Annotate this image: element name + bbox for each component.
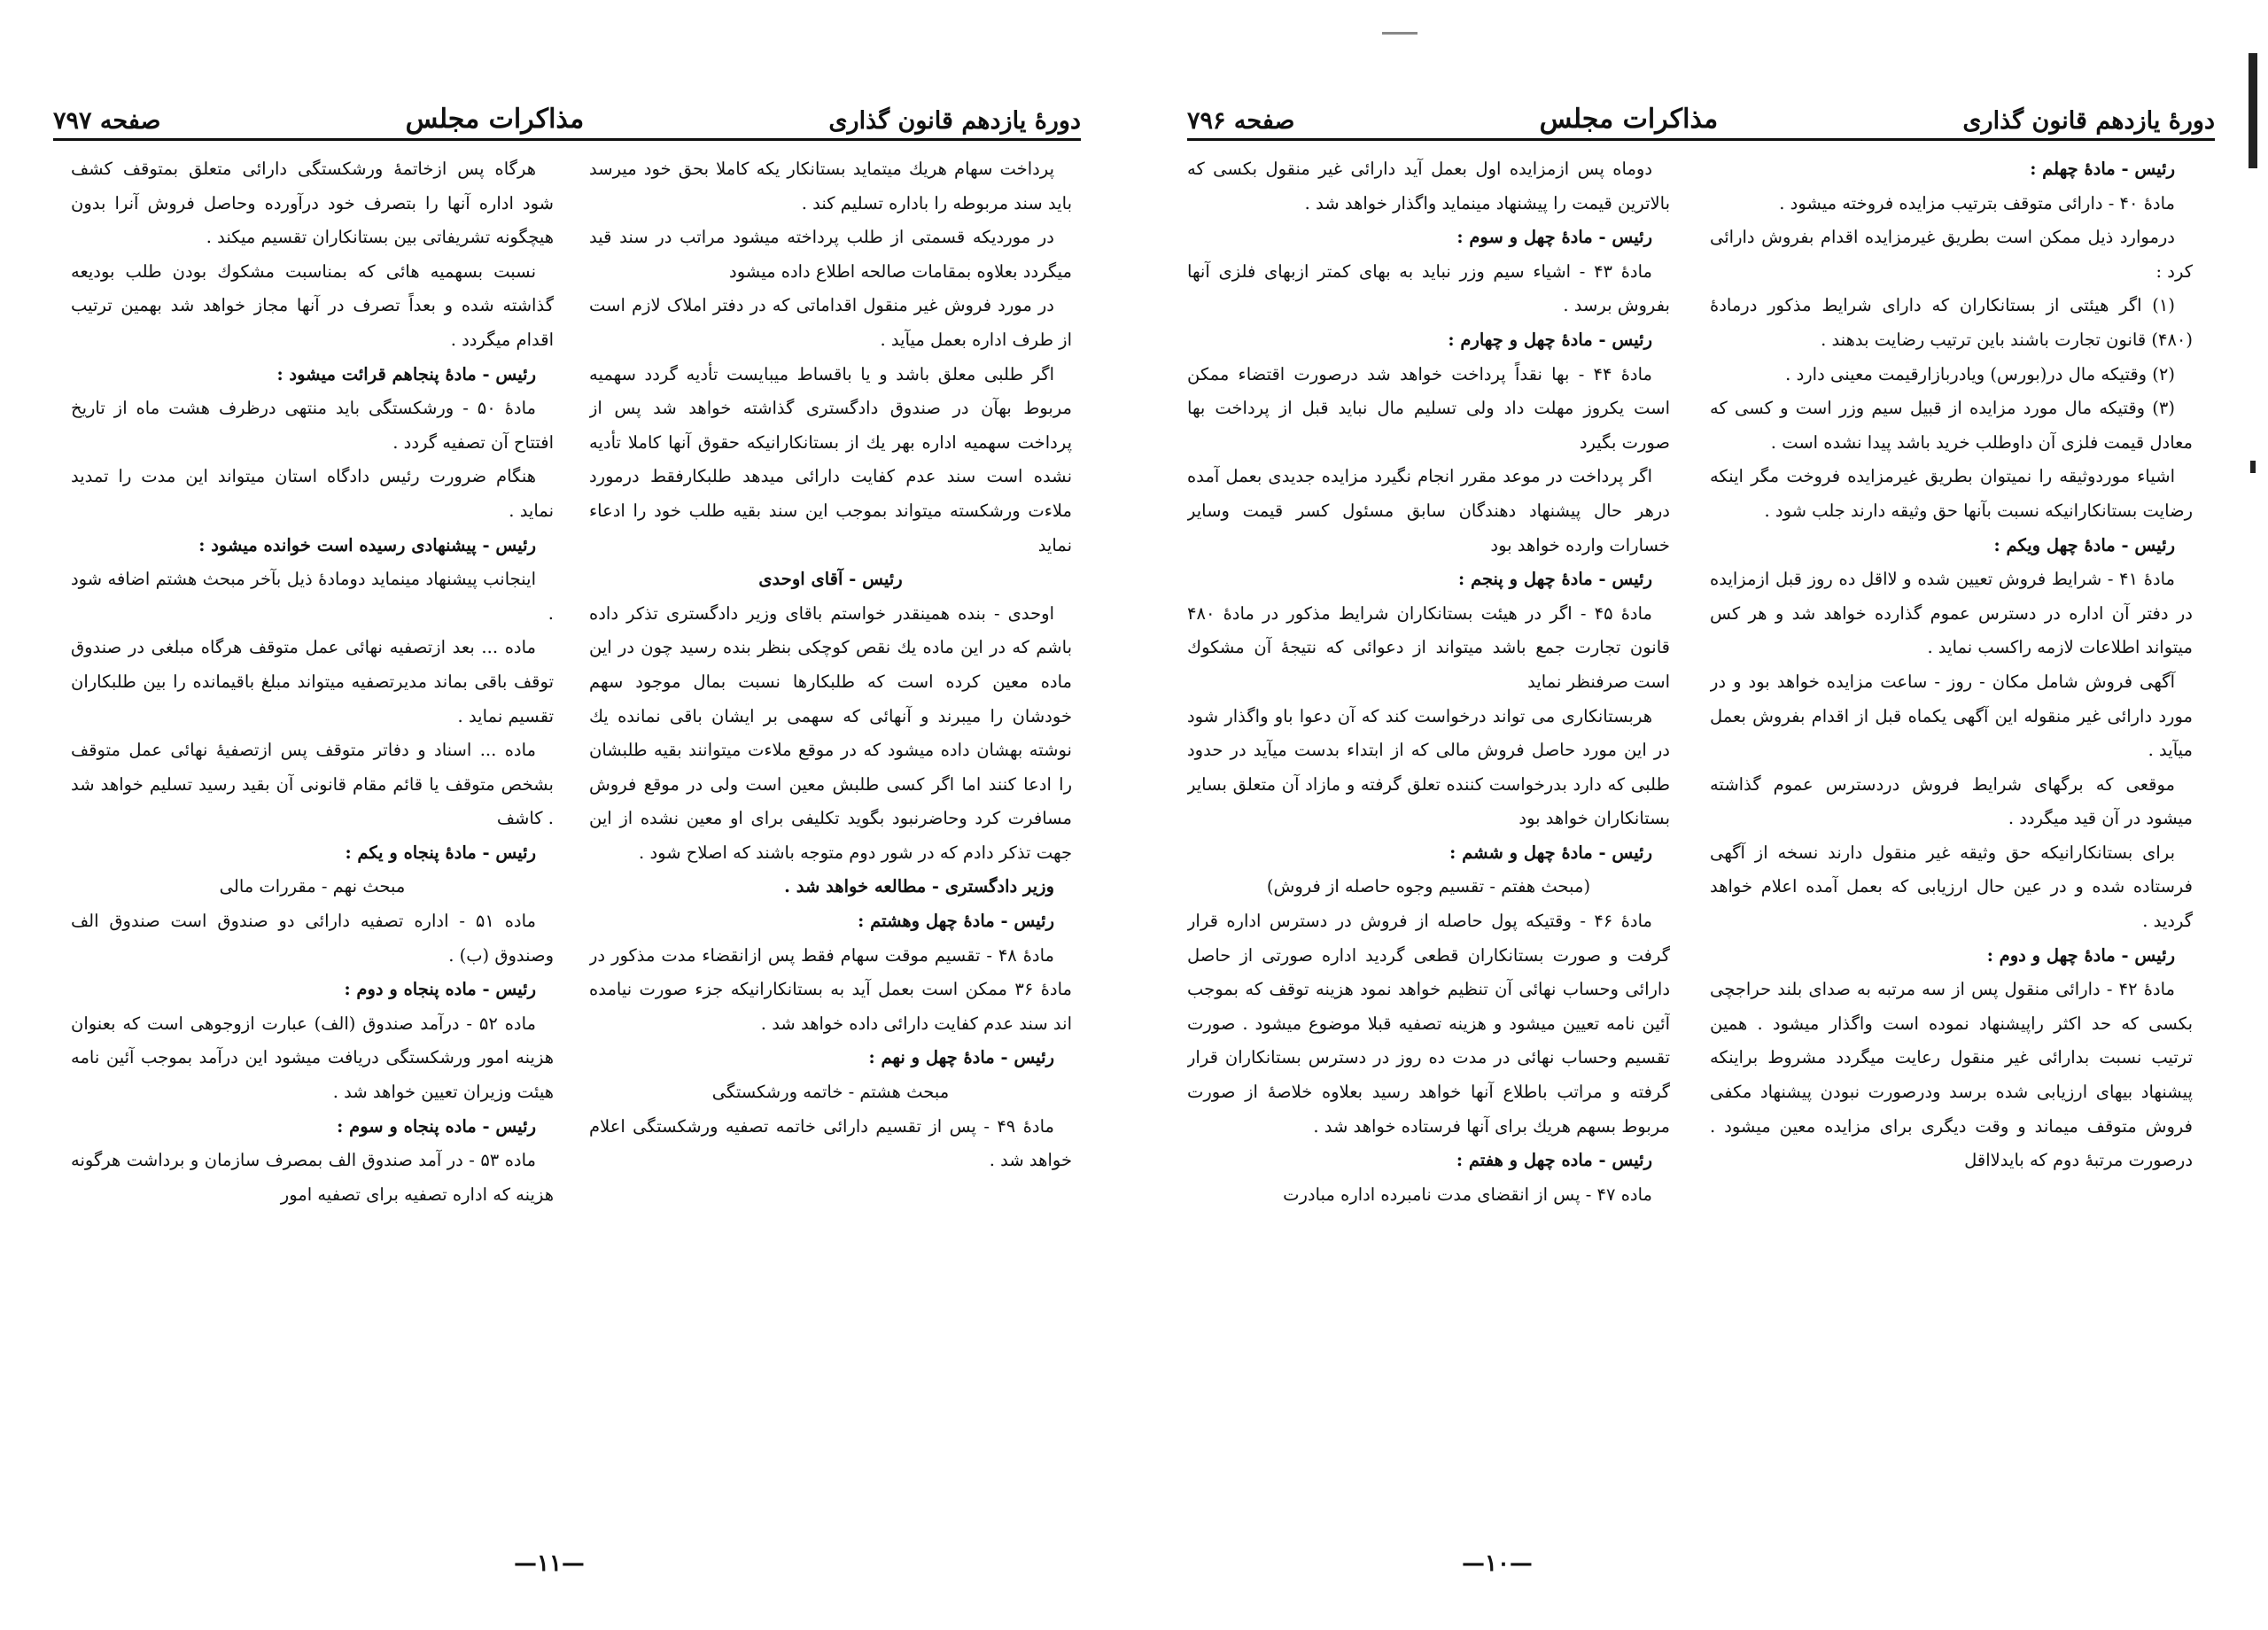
paragraph: ماده ... بعد ازتصفیه نهائی عمل متوقف هرگاه مبلغی در صندوق توقف باقی بماند مدیرتصفیه میتواند مبلغ باقیمانده را بین طلبکاران تقسیم نماید . bbox=[71, 637, 554, 726]
paragraph: آگهی فروش شامل مکان - روز - ساعت مزایده خواهد بود و در مورد دارائی غیر منقوله این آگهی یکماه قبل از اقدام بفروش بعمل میآید . bbox=[1710, 671, 2193, 761]
paragraph: ماده ۴۷ - پس از انقضای مدت نامبرده اداره مبادرت bbox=[1283, 1184, 1652, 1205]
scan-mark bbox=[2250, 461, 2256, 473]
paragraph: در مورد فروش غیر منقول اقداماتی که در دفتر املاک لازم است از طرف اداره بعمل میآید . bbox=[589, 295, 1072, 350]
text-column-right bbox=[589, 152, 1072, 1543]
scan-mark bbox=[2249, 53, 2257, 168]
page-header bbox=[53, 82, 1081, 135]
header-page-number: صفحه ۷۹۷ bbox=[53, 107, 161, 135]
paragraph: اینجانب پیشنهاد مینماید دومادهٔ ذیل بآخر مبحث هشتم اضافه شود . bbox=[71, 569, 554, 624]
page-796 bbox=[1134, 0, 2268, 1630]
paragraph: ماده ۵۱ - اداره تصفیه دارائی دو صندوق است صندوق الف وصندوق (ب) . bbox=[71, 911, 554, 966]
paragraph: هنگام ضرورت رئیس دادگاه استان میتواند این مدت را تمدید نماید . bbox=[71, 466, 554, 521]
paragraph: اشیاء موردوثیقه را نمیتوان بطریق غیرمزایده فروخت مگر اینکه رضایت بستانکارانیکه نسبت بآنها حق وثیقه دارند جلب شود . bbox=[1710, 466, 2193, 521]
paragraph: هربستانکاری می تواند درخواست کند که آن دعوا باو واگذار شود در این مورد حاصل فروش مالی که از ابتداء بدست میآید در حدود طلبی که دارد بدرخواست کننده تعلق گرفته و مازاد آن متعلق بسایر بستانکاران خواهد بود bbox=[1187, 705, 1670, 829]
header-title: مذاکرات مجلس bbox=[1539, 104, 1719, 135]
text-column-left bbox=[71, 152, 554, 1543]
speaker-line: رئیس - مادهٔ چهل و پنجم : bbox=[1457, 569, 1652, 590]
paragraph: مادهٔ ۴۸ - تقسیم موقت سهام فقط پس ازانقضاء مدت مذکور در مادهٔ ۳۶ ممکن است بعمل آید به بستانکارانیکه جزء صورت نیامده اند سند عدم کفایت دارائی داده خواهد شد . bbox=[589, 944, 1072, 1034]
header-title: مذاکرات مجلس bbox=[405, 104, 585, 135]
paragraph: نسبت بسهمیه هائی که بمناسبت مشکوك بودن طلب بودیعه گذاشته شده و بعداً تصرف در آنها مجاز خواهد شد بهمین ترتیب اقدام میگردد . bbox=[71, 260, 554, 350]
speaker-line: رئیس - مادهٔ چهل و چهارم : bbox=[1448, 329, 1652, 350]
speaker-line: رئیس - پیشنهادی رسیده است خوانده میشود : bbox=[198, 534, 536, 555]
speaker-line: رئیس - مادهٔ چهل و سوم : bbox=[1456, 227, 1652, 248]
speaker-line: رئیس - مادهٔ پنجاهم قرائت میشود : bbox=[276, 363, 536, 384]
page-header bbox=[1187, 82, 2215, 135]
paragraph: مادهٔ ۴۶ - وقتیکه پول حاصله از فروش در دسترس اداره قرار گرفت و صورت بستانکاران قطعی گردید اداره صورتی از حاصل دارائی وحساب نهائی آن تنظیم خواهد نمود هزینه توقف که بموجب آئین نامه تعیین میشود و هزینه تصفیه قبلا موضوع میشود . صورت تقسیم وحساب نهائی در مدت ده روز در دسترس بستانکاران قرار گرفته و مراتب باطلاع آنها خواهد رسید بعلاوه خلاصهٔ از صورت مربوط بسهم هریك برای آنها فرستاده خواهد شد . bbox=[1187, 911, 1670, 1137]
header-rule bbox=[53, 138, 1081, 141]
paragraph: مبحث هشتم - خاتمه ورشکستگی bbox=[711, 1082, 950, 1103]
paragraph: (مبحث هفتم - تقسیم وجوه حاصله از فروش) bbox=[1266, 876, 1591, 897]
paragraph: ماده ... اسناد و دفاتر متوقف پس ازتصفیهٔ نهائی عمل متوقف بشخص متوقف یا قائم مقام قانونی آن بقید رسید تسلیم خواهد شد . کاشف bbox=[71, 740, 554, 829]
speaker-line: رئیس - ماده چهل و هفتم : bbox=[1456, 1150, 1652, 1171]
speaker-line: رئیس - مادهٔ چهلم : bbox=[2030, 159, 2175, 179]
speaker-line: رئیس - ماده پنجاه و سوم : bbox=[337, 1115, 536, 1137]
header-series: دورهٔ یازدهم قانون گذاری bbox=[828, 107, 1081, 135]
text-column-left bbox=[1187, 152, 1670, 1543]
speaker-line: رئیس - مادهٔ پنجاه و یکم : bbox=[345, 842, 536, 863]
paragraph: موقعی که برگهای شرایط فروش دردسترس عموم گذاشته میشود در آن قید میگردد . bbox=[1710, 773, 2193, 829]
paragraph: مادهٔ ۴۱ - شرایط فروش تعیین شده و لااقل ده روز قبل ازمزایده در دفتر آن اداره در دسترس عموم گذارده خواهد شد و هر کس میتواند اطلاعات لازمه راکسب نماید . bbox=[1710, 569, 2193, 658]
paragraph: در موردیکه قسمتی از طلب پرداخته میشود مراتب در سند قید میگردد بعلاوه بمقامات صالحه اطلاع داده میشود bbox=[589, 227, 1072, 282]
speaker-line: رئیس - مادهٔ چهل ویکم : bbox=[1993, 534, 2175, 555]
paragraph: مادهٔ ۴۰ - دارائی متوقف بترتیب مزایده فروخته میشود . bbox=[1779, 192, 2175, 213]
paragraph: مادهٔ ۴۵ - اگر در هیئت بستانکاران شرایط مذکور در مادهٔ ۴۸۰ قانون تجارت جمع باشد میتواند از دعوائی که نتیجهٔ آن مشکوك است صرفنظر نماید bbox=[1187, 602, 1670, 692]
header-series: دورهٔ یازدهم قانون گذاری bbox=[1962, 107, 2215, 135]
text-column-right bbox=[1710, 152, 2193, 1543]
paragraph: ماده ۵۲ - درآمد صندوق (الف) عبارت ازوجوهی است که بعنوان هزینه امور ورشکستگی دریافت میشود این درآمد بموجب آئین نامه هیئت وزیران تعیین خواهد شد . bbox=[71, 1013, 554, 1103]
speaker-line: رئیس - مادهٔ چهل وهشتم : bbox=[858, 911, 1054, 932]
header-rule bbox=[1187, 138, 2215, 141]
paragraph: ماده ۵۳ - در آمد صندوق الف بمصرف سازمان و برداشت هرگونه هزینه که اداره تصفیه برای تصفیه امور bbox=[71, 1150, 554, 1205]
paragraph: (۳) وقتیکه مال مورد مزایده از قبیل سیم وزر است و کسی که معادل قیمت فلزی آن داوطلب خرید باشد پیدا نشده است . bbox=[1710, 398, 2193, 453]
paragraph: درموارد ذیل ممکن است بطریق غیرمزایده اقدام بفروش دارائی کرد : bbox=[1710, 227, 2193, 282]
paragraph: اوحدی - بنده همینقدر خواستم باقای وزیر دادگستری تذکر داده باشم که در این ماده یك نقص کوچکی بنظر بنده رسید چون در این ماده معین کرده است که طلبکارها نسبت بمال موجود سهم خودشان را میبرند و آنهائی که سهمی بر ایشان باقی نمانده یك نوشته بهشان داده میشود که در موقع ملاءت میتوانند بقیه طلبشان را ادعا کنند اما اگر کسی طلبش معین است ولی در موقع فروش مسافرت کرد وحاضرنبود بگوید تکلیفی برای او معین نشده از این جهت تذکر دادم که در شور دوم متوجه باشند که اصلاح شود . bbox=[589, 602, 1072, 863]
paragraph: پرداخت سهام هریك میتماید بستانکار یکه کاملا بحق خود میرسد باید سند مربوطه را باداره تسلیم کند . bbox=[589, 159, 1072, 213]
speaker-line: رئیس - آقای اوحدی bbox=[758, 569, 903, 590]
paragraph: اگر پرداخت در موعد مقرر انجام نگیرد مزایده جدیدی بعمل آمده درهر حال پیشنهاد دهندگان سابق مسئول کسر قیمت وسایر خسارات وارده خواهد بود bbox=[1187, 466, 1670, 555]
paragraph: مادهٔ ۴۹ - پس از تقسیم دارائی خاتمه تصفیه ورشکستگی اعلام خواهد شد . bbox=[589, 1115, 1072, 1171]
scan-mark bbox=[1382, 32, 1418, 35]
paragraph: برای بستانکارانیکه حق وثیقه غیر منقول دارند نسخه از آگهی فرستاده شده و در عین حال ارزیابی که بعمل آمده اعلام خواهد گردید . bbox=[1710, 842, 2193, 932]
header-page-number: صفحه ۷۹۶ bbox=[1187, 107, 1295, 135]
paragraph: مادهٔ ۴۲ - دارائی منقول پس از سه مرتبه به صدای بلند حراجچی بکسی که حد اکثر راپیشنهاد نموده است واگذار میشود . همین ترتیب نسبت بدارائی غیر منقول رعایت میگردد مشروط براینکه پیشنهاد بیهای ارزیابی شده برسد ودرصورت نبودن پیشنهاد مکفی فروش متوقف میماند و وقت دیگری برای مزایده معین میشود . درصورت مرتبهٔ دوم که بایدلااقل bbox=[1710, 979, 2193, 1171]
speaker-line: رئیس - ماده پنجاه و دوم : bbox=[344, 979, 536, 1000]
paragraph: مادهٔ ۵۰ - ورشکستگی باید منتهی درظرف هشت ماه از تاریخ افتتاح آن تصفیه گردد . bbox=[71, 398, 554, 453]
paragraph: اگر طلبی معلق باشد و یا باقساط میبایست تأدیه گردد سهمیه مربوط بهآن در صندوق دادگستری گذاشته خواهد شد پس از پرداخت سهمیه اداره بهر یك از بستانکارانیکه حقوق آنها کاملا تأدیه نشده است سند عدم کفایت دارائی میدهد طلبکارفقط درمورد ملاءت ورشکسته میتواند بموجب این سند بقیه طلب خود را ادعاء نماید bbox=[589, 363, 1072, 555]
paragraph: دوماه پس ازمزایده اول بعمل آید دارائی غیر منقول بکسی که بالاترین قیمت را پیشنهاد مینماید واگذار خواهد شد . bbox=[1187, 159, 1670, 213]
speaker-line: رئیس - مادهٔ چهل و ششم : bbox=[1449, 842, 1652, 863]
page-folio: —۱۱— bbox=[514, 1550, 585, 1577]
paragraph: مادهٔ ۴۴ - بها نقداً پرداخت خواهد شد درصورت اقتضاء ممکن است یکروز مهلت داد ولی تسلیم مال نباید قبل از پرداخت بها صورت بگیرد bbox=[1187, 363, 1670, 453]
paragraph: (۲) وقتیکه مال در(بورس) ویادربازارقیمت معینی دارد . bbox=[1785, 363, 2175, 384]
speaker-line: رئیس - مادهٔ چهل و نهم : bbox=[868, 1047, 1054, 1068]
page-folio: —۱۰— bbox=[1462, 1550, 1533, 1577]
paragraph: مادهٔ ۴۳ - اشیاء سیم وزر نباید به بهای کمتر ازبهای فلزی آنها بفروش برسد . bbox=[1187, 260, 1670, 316]
paragraph: مبحث نهم - مقررات مالی bbox=[219, 876, 406, 897]
speaker-line: رئیس - مادهٔ چهل و دوم : bbox=[1986, 944, 2175, 966]
paragraph: (۱) اگر هیئتی از بستانکاران که دارای شرایط مذکور درمادهٔ (۴۸۰) قانون تجارت باشند باین ترتیب رضایت بدهند . bbox=[1710, 295, 2193, 350]
speaker-line: وزیر دادگستری - مطالعه خواهد شد . bbox=[784, 876, 1054, 897]
paragraph: هرگاه پس ازخاتمهٔ ورشکستگی دارائی متعلق بمتوقف کشف شود اداره آنها را بتصرف خود درآورده وحاصل فروش آنرا بدون هیچگونه تشریفاتی بین بستانکاران تقسیم میکند . bbox=[71, 159, 554, 248]
